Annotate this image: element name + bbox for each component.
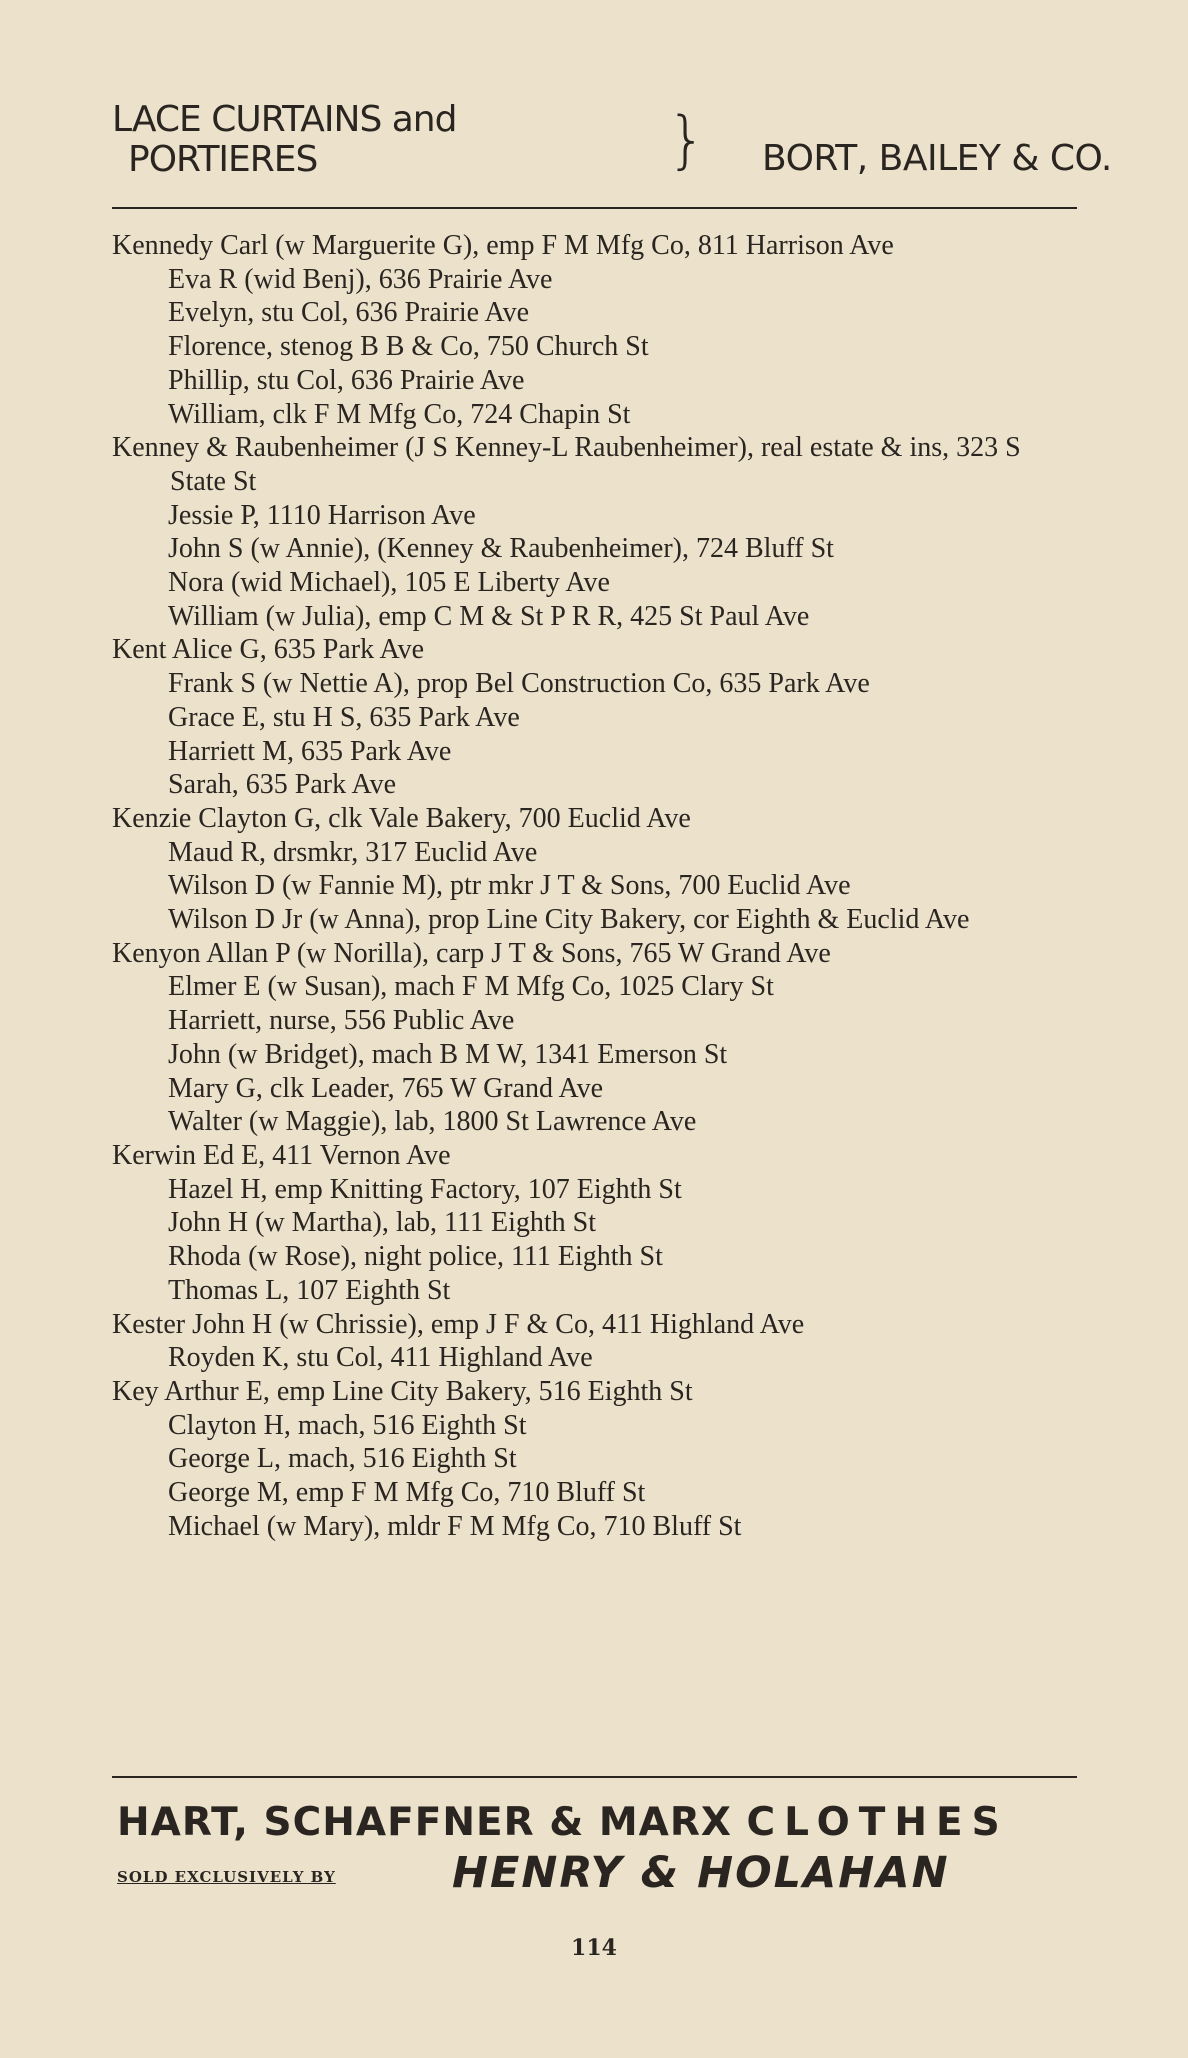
- directory-subentry: Wilson D Jr (w Anna), prop Line City Bakery, cor Eighth & Euclid Ave: [168, 904, 970, 936]
- directory-entries: [112, 229, 1082, 1543]
- directory-subentry: Walter (w Maggie), lab, 1800 St Lawrence Ave: [168, 1106, 697, 1138]
- directory-subentry: William (w Julia), emp C M & St P R R, 425 St Paul Ave: [168, 600, 810, 632]
- directory-subentry: Harriett M, 635 Park Ave: [168, 735, 452, 767]
- directory-subentry: Royden K, stu Col, 411 Highland Ave: [168, 1342, 593, 1374]
- header-left-line2: PORTIERES: [128, 139, 318, 180]
- directory-subentry: Wilson D (w Fannie M), ptr mkr J T & Sons, 700 Euclid Ave: [168, 870, 851, 902]
- directory-entry: Kenney & Raubenheimer (J S Kenney-L Raubenheimer), real estate & ins, 323 S State St: [112, 432, 1021, 497]
- directory-subentry: John S (w Annie), (Kenney & Raubenheimer), 724 Bluff St: [168, 533, 834, 565]
- directory-subentry: Grace E, stu H S, 635 Park Ave: [168, 701, 520, 733]
- directory-entry: Kennedy Carl (w Marguerite G), emp F M Mfg Co, 811 Harrison Ave: [112, 230, 894, 261]
- directory-entry: Kerwin Ed E, 411 Vernon Ave: [112, 1139, 451, 1171]
- page-header: [112, 99, 1112, 200]
- directory-subentry: Sarah, 635 Park Ave: [168, 769, 397, 801]
- directory-subentry: Thomas L, 107 Eighth St: [168, 1274, 451, 1306]
- directory-subentry: John (w Bridget), mach B M W, 1341 Emerson St: [168, 1038, 728, 1070]
- directory-subentry: Michael (w Mary), mldr F M Mfg Co, 710 Bluff St: [168, 1510, 742, 1542]
- directory-entry: Key Arthur E, emp Line City Bakery, 516 Eighth St: [112, 1375, 693, 1407]
- directory-entry: Kester John H (w Chrissie), emp J F & Co, 411 Highland Ave: [112, 1308, 805, 1340]
- footer-advert-line1: [117, 1800, 1077, 1845]
- directory-entry: Kenzie Clayton G, clk Vale Bakery, 700 Euclid Ave: [112, 802, 691, 834]
- directory-entry: Kenyon Allan P (w Norilla), carp J T & Sons, 765 W Grand Ave: [112, 937, 831, 969]
- footer-dealer: HENRY & HOLAHAN: [452, 1848, 950, 1898]
- directory-subentry: Harriett, nurse, 556 Public Ave: [168, 1005, 515, 1037]
- directory-entry: Kent Alice G, 635 Park Ave: [112, 634, 425, 666]
- header-rule: [112, 207, 1077, 209]
- directory-subentry: George L, mach, 516 Eighth St: [168, 1443, 517, 1475]
- directory-subentry: Mary G, clk Leader, 765 W Grand Ave: [168, 1072, 604, 1104]
- directory-subentry: Elmer E (w Susan), mach F M Mfg Co, 1025 Clary St: [168, 971, 774, 1003]
- footer-brand: HART, SCHAFFNER & MARX: [117, 1800, 732, 1845]
- header-advertiser: BORT, BAILEY & CO.: [762, 138, 1112, 179]
- directory-subentry: Rhoda (w Rose), night police, 111 Eighth St: [168, 1241, 663, 1273]
- directory-subentry: Frank S (w Nettie A), prop Bel Construction Co, 635 Park Ave: [168, 668, 870, 700]
- footer-rule: [112, 1776, 1077, 1778]
- directory-subentry: Phillip, stu Col, 636 Prairie Ave: [168, 364, 525, 396]
- directory-subentry: Nora (wid Michael), 105 E Liberty Ave: [168, 567, 610, 599]
- header-advert-left: [112, 100, 532, 180]
- footer-advert-line2: [117, 1848, 1082, 1902]
- header-left-line1: LACE CURTAINS and: [112, 99, 457, 140]
- directory-subentry: Evelyn, stu Col, 636 Prairie Ave: [168, 297, 530, 329]
- directory-subentry: John H (w Martha), lab, 111 Eighth St: [168, 1207, 596, 1239]
- directory-subentry: Maud R, drsmkr, 317 Euclid Ave: [168, 836, 538, 868]
- directory-subentry: Jessie P, 1110 Harrison Ave: [168, 499, 476, 531]
- directory-subentry: George M, emp F M Mfg Co, 710 Bluff St: [168, 1477, 646, 1509]
- footer-sold-by: SOLD EXCLUSIVELY BY: [117, 1868, 336, 1886]
- header-brace: }: [667, 103, 707, 176]
- directory-subentry: Eva R (wid Benj), 636 Prairie Ave: [168, 263, 553, 295]
- page-number: 114: [571, 1935, 617, 1961]
- directory-subentry: Hazel H, emp Knitting Factory, 107 Eighth St: [168, 1173, 682, 1205]
- directory-subentry: Florence, stenog B B & Co, 750 Church St: [168, 331, 649, 363]
- footer-clothes: CLOTHES: [746, 1800, 1009, 1845]
- directory-subentry: Clayton H, mach, 516 Eighth St: [168, 1409, 527, 1441]
- directory-subentry: William, clk F M Mfg Co, 724 Chapin St: [168, 398, 631, 430]
